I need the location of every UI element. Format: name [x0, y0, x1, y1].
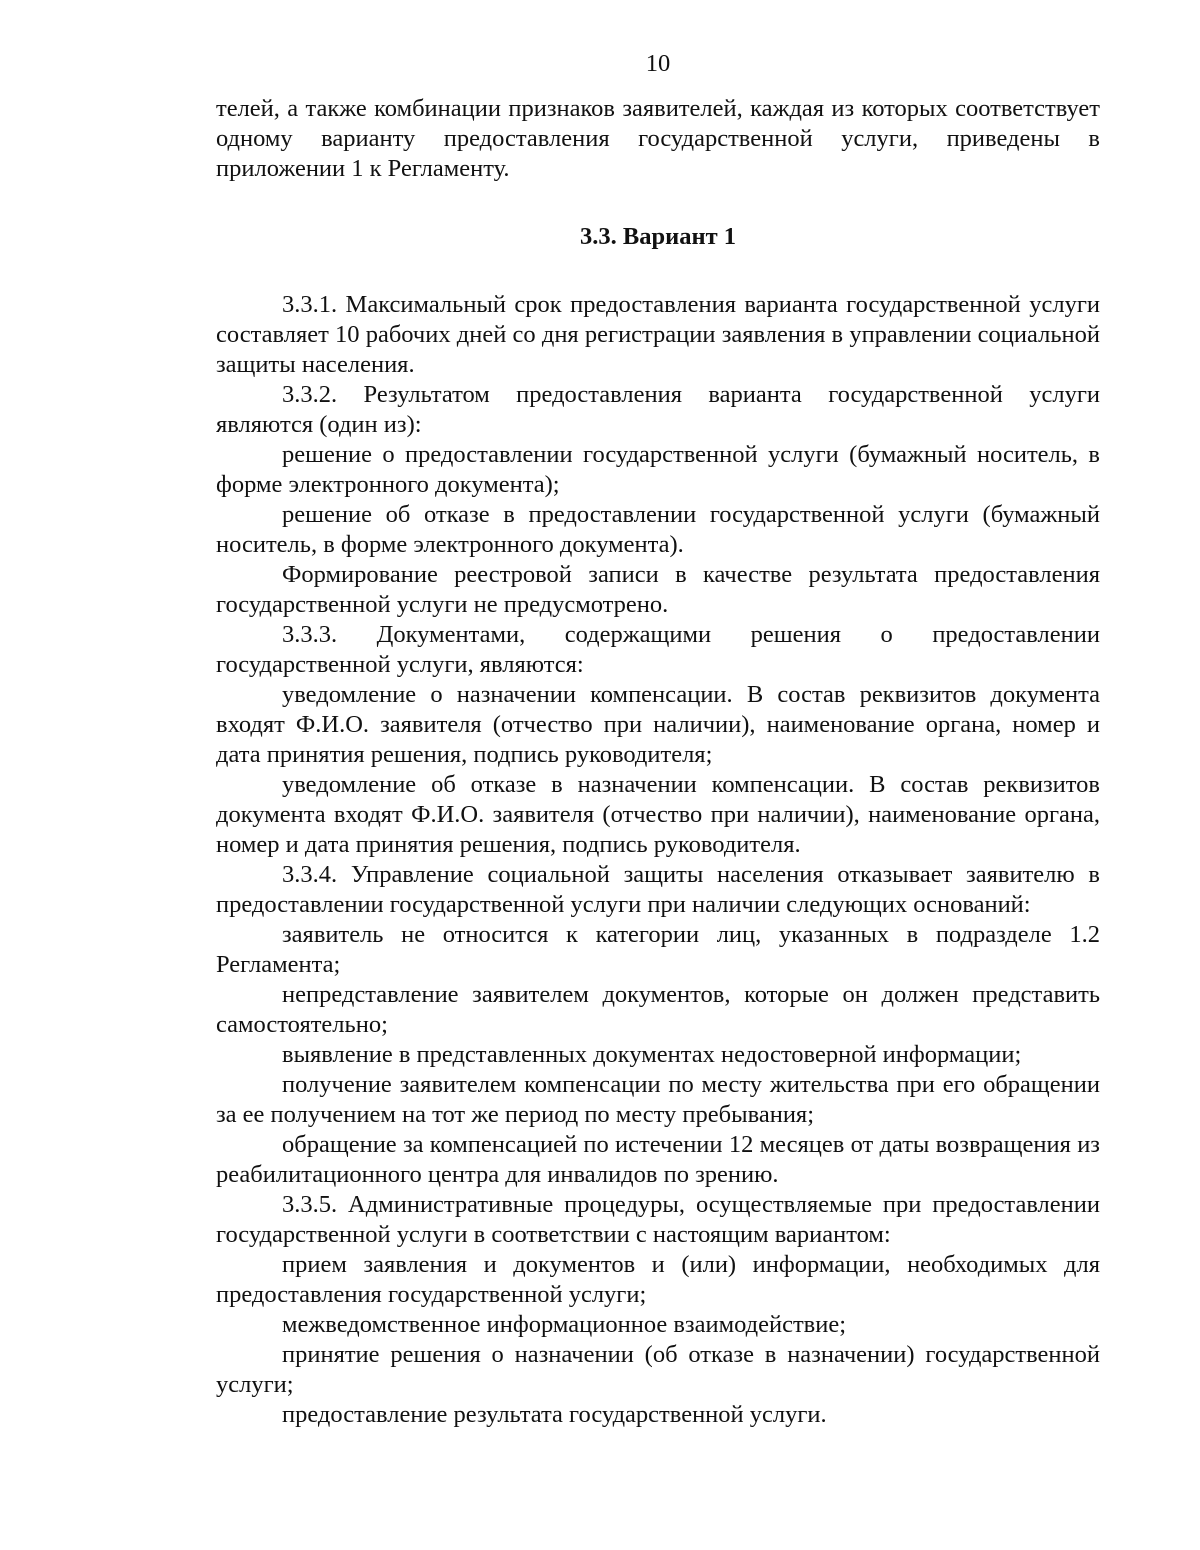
paragraph-3-3-1: 3.3.1. Максимальный срок предоставления варианта государственной услуги составляет 10 рабочих дней со дня регистрации заявления в управлении социальной защиты населения.	[216, 291, 1100, 378]
list-item: получение заявителем компенсации по месту жительства при его обращении за ее получением на тот же период по месту пребывания;	[216, 1071, 1100, 1128]
list-item: уведомление об отказе в назначении компенсации. В состав реквизитов документа входят Ф.И.О. заявителя (отчество при наличии), наименование органа, номер и дата принятия решения, подпись руководителя.	[216, 771, 1100, 858]
list-item: выявление в представленных документах недостоверной информации;	[282, 1041, 1022, 1068]
list-item: обращение за компенсацией по истечении 12 месяцев от даты возвращения из реабилитационного центра для инвалидов по зрению.	[216, 1131, 1100, 1188]
paragraph-3-3-5: 3.3.5. Административные процедуры, осуществляемые при предоставлении государственной услуги в соответствии с настоящим вариантом:	[216, 1191, 1100, 1248]
list-item: прием заявления и документов и (или) информации, необходимых для предоставления государственной услуги;	[216, 1251, 1100, 1308]
paragraph-3-3-2: 3.3.2. Результатом предоставления варианта государственной услуги являются (один из):	[216, 381, 1100, 438]
list-item: принятие решения о назначении (об отказе в назначении) государственной услуги;	[216, 1341, 1100, 1398]
intro-paragraph: телей, а также комбинации признаков заявителей, каждая из которых соответствует одному варианту предоставления государственной услуги, приведены в приложении 1 к Регламенту.	[216, 95, 1100, 182]
list-item: решение о предоставлении государственной услуги (бумажный носитель, в форме электронного документа);	[216, 441, 1100, 498]
page-number: 10	[645, 50, 671, 77]
list-item: непредставление заявителем документов, которые он должен представить самостоятельно;	[216, 981, 1100, 1038]
list-item: решение об отказе в предоставлении государственной услуги (бумажный носитель, в форме электронного документа).	[216, 501, 1100, 558]
list-item: заявитель не относится к категории лиц, указанных в подразделе 1.2 Регламента;	[216, 921, 1100, 978]
list-item: предоставление результата государственной услуги.	[282, 1401, 827, 1428]
section-heading: 3.3. Вариант 1	[580, 223, 736, 250]
list-item: межведомственное информационное взаимодействие;	[282, 1311, 847, 1338]
paragraph-3-3-4: 3.3.4. Управление социальной защиты населения отказывает заявителю в предоставлении государственной услуги при наличии следующих оснований:	[216, 861, 1100, 918]
document-page	[216, 42, 1100, 1430]
paragraph-3-3-3: 3.3.3. Документами, содержащими решения о предоставлении государственной услуги, являются:	[216, 621, 1100, 678]
list-item: уведомление о назначении компенсации. В состав реквизитов документа входят Ф.И.О. заявителя (отчество при наличии), наименование органа, номер и дата принятия решения, подпись руководителя;	[216, 681, 1100, 768]
paragraph-registry-note: Формирование реестровой записи в качестве результата предоставления государственной услуги не предусмотрено.	[216, 561, 1100, 618]
